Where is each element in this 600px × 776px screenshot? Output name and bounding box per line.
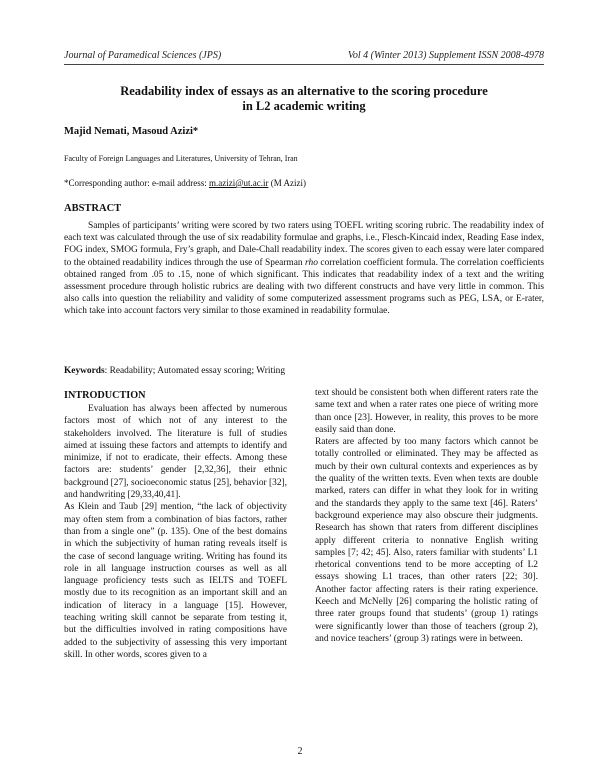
introduction-heading: INTRODUCTION xyxy=(64,390,146,401)
header-rule xyxy=(64,64,544,65)
authors: Majid Nemati, Masoud Azizi* xyxy=(64,126,199,137)
keywords-label: Keywords xyxy=(64,366,105,376)
abstract-heading: ABSTRACT xyxy=(64,203,122,214)
title-line-2: in L2 academic writing xyxy=(242,99,366,113)
intro-paragraph-4: Raters are affected by too many factors which cannot be totally controlled or eliminated. They may be affected as much by their own cultural contexts and experiences as by the quality of the written texts. Even when texts are double marked, raters can differ in what they look for in writing and the standards they apply to the same text [46]. Raters’ background experience may also obscure their judgments. Research has shown that raters from different disciplines apply different criteria to nonnative English writing samples [7; 42; 45]. Also, raters familiar with students’ L1 rhetorical conventions tend to be more accepting of L2 essays showing L1 traces, than other raters [22; 30]. Another factor affecting raters is their rating experience. Keech and McNelly [26] comparing the holistic rating of three rater groups found that students’ (group 1) ratings were significantly lower than those of teachers (group 2), and novice teachers’ (group 3) ratings were in between. xyxy=(315,437,538,644)
intro-paragraph-2: As Klein and Taub [29] mention, “the lack of objectivity may often stem from a combination of bias factors, rather than from a single one” (p. 135). One of the best domains in which the subjectivity of human rating reveals itself is the case of second language writing. Writing has found its role in all language instruction courses as well as all language proficiency tests such as IELTS and TOEFL mostly due to its recognition as an important skill and an indication of literacy in a language [15]. However, teaching writing skill cannot be separate from testing it, but the difficulties involved in rating compositions have added to the subjectivity of assessing this very important skill. In other words, scores given to a xyxy=(64,502,287,660)
journal-name: Journal of Paramedical Sciences (JPS) xyxy=(64,50,222,61)
abstract-text xyxy=(64,220,544,318)
column-left xyxy=(64,390,287,661)
affiliation: Faculty of Foreign Languages and Literatures, University of Tehran, Iran xyxy=(64,154,298,163)
article-title xyxy=(64,84,544,114)
running-header xyxy=(64,50,544,64)
intro-paragraph-1: Evaluation has always been affected by numerous factors most of which not of any interest to the stakeholders involved. The literature is full of studies aimed at issuing these factors and attempts to identify and minimize, if not to eradicate, their effects. Among these factors are: students’ gender [2,32,36], their ethnic background [27], socioeconomic status [25], behavior [32], and handwriting [29,33,40,41]. xyxy=(64,404,287,501)
correspondence xyxy=(64,178,306,188)
correspondence-prefix: *Corresponding author: e-mail address: xyxy=(64,178,209,188)
keywords xyxy=(64,366,285,376)
abstract-text-a: Samples of participants’ writing were scored by two raters using TOEFL writing scoring rubric. The readability index of each text was calculated through the use of six readability formulae and graphs, i.e., Flesch-Kincaid index, Reading Ease index, FOG index, SMOG formula, Fry’s graph, and Dale-Chall readability index. The scores given to each essay were later compared to the obtained readability indices through the use of Spearman xyxy=(64,221,544,268)
abstract-text-b: correlation coefficient formula. The correlation coefficients obtained ranged from .05 to .15, none of which significant. This indicates that readability index of a text and the writing assessment procedure through holistic rubrics are dealing with two different constructs and have very little in common. This also calls into question the reliability and validity of some computerized assessment programs such as PEG, LSA, or E-rater, which take into account factors very similar to those examined in readability formulae. xyxy=(64,257,544,317)
title-line-1: Readability index of essays as an alternative to the scoring procedure xyxy=(120,84,488,98)
column-right xyxy=(315,387,538,645)
intro-paragraph-3: text should be consistent both when different raters rate the same text and when a rater rates one piece of writing more than once [23]. However, in reality, this proves to be more easily said than done. xyxy=(315,388,538,435)
keywords-text: : Readability; Automated essay scoring; Writing xyxy=(104,366,286,376)
page-number: 2 xyxy=(297,746,303,757)
email-link[interactable]: m.azizi@ut.ac.ir xyxy=(208,178,269,188)
abstract-rho: rho xyxy=(305,257,318,268)
correspondence-suffix: (M Azizi) xyxy=(268,178,306,188)
volume-issn: Vol 4 (Winter 2013) Supplement ISSN 2008-4978 xyxy=(347,50,544,61)
